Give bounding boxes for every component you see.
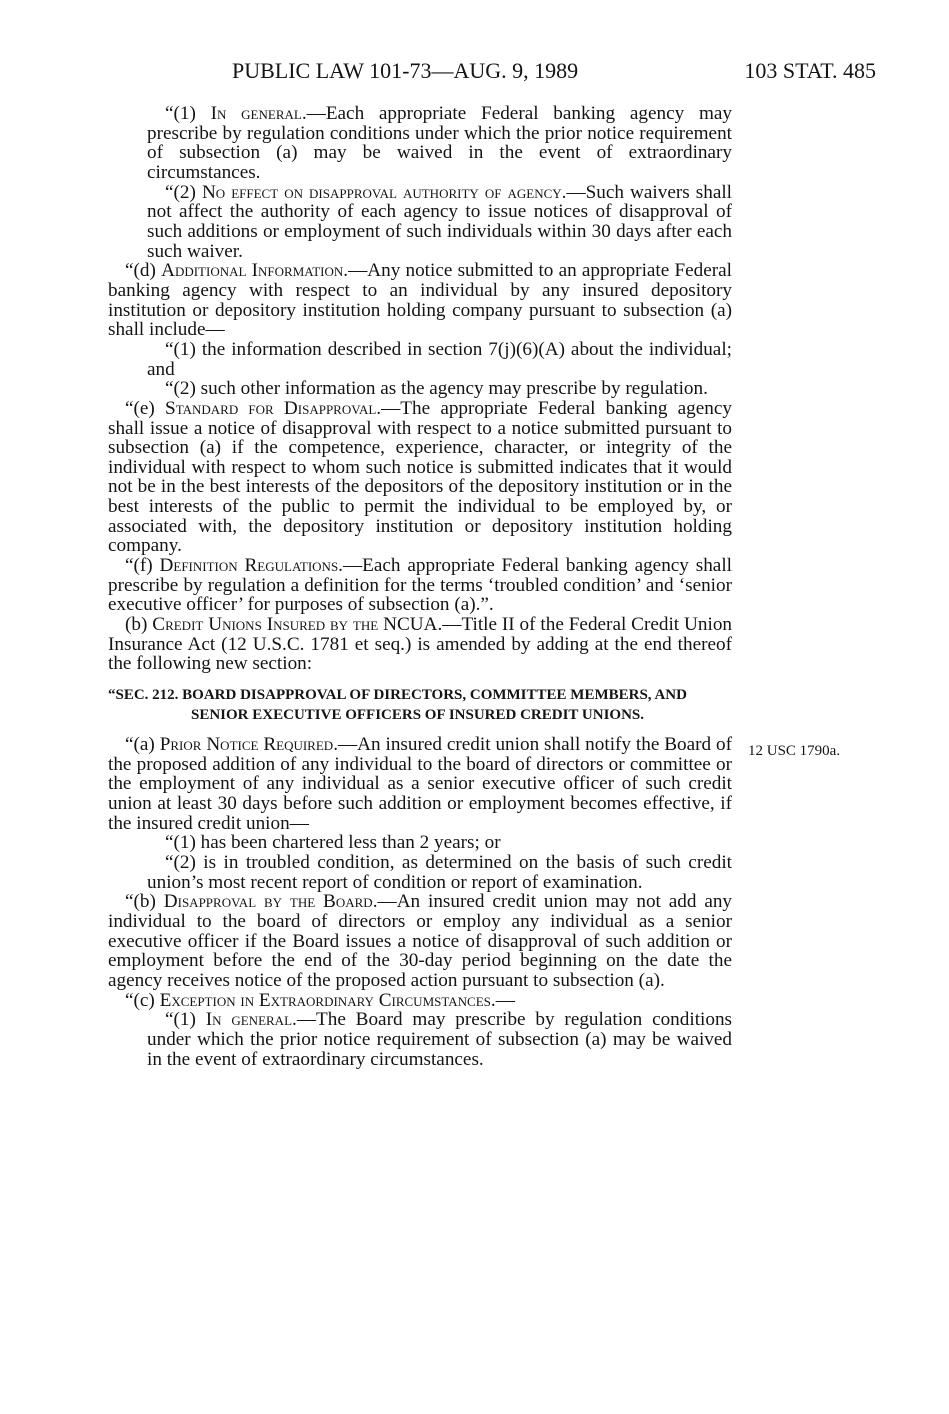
header-title: PUBLIC LAW 101-73—AUG. 9, 1989 [232, 58, 579, 83]
section-heading: “SEC. 212. BOARD DISAPPROVAL OF DIRECTORS, COMMITTEE MEMBERS, AND SENIOR EXECUTIVE OFFICERS OF INSURED CREDIT UNIONS. [108, 687, 687, 723]
paragraph: “(b) Disapproval by the Board.—An insured credit union may not add any individual to the board of directors or employ any individual as a senior executive officer if the Board issues a notice of disapproval of such addition or employment before the end of the 30-day period beginning on the date the agency receives notice of the proposed action pursuant to subsection (a). [108, 891, 733, 991]
paragraph: “(1) has been chartered less than 2 years; or [165, 832, 501, 854]
paragraph: “(2) No effect on disapproval authority of agency.—Such waivers shall not affect the authority of each agency to issue notices of disapproval of such additions or employment of such individuals within 30 days after each such waiver. [147, 181, 733, 262]
paragraph: “(d) Additional Information.—Any notice submitted to an appropriate Federal banking agency with respect to an individual by any insured depository institution or depository institution holding company pursuant to subsection (a) shall include— [108, 260, 732, 341]
paragraph: “(e) Standard for Disapproval.—The appropriate Federal banking agency shall issue a notice of disapproval with respect to a notice submitted pursuant to subsection (a) if the competence, experience, character, or integrity of the individual with respect to whom such notice is submitted indicates that it would not be in the best interests of the depositors of the depository institution or in the best interests of the public to permit the individual to be employed by, or associated with, the depository institution or depository institution holding company. [108, 397, 732, 557]
document-body [108, 104, 732, 1069]
paragraph: “(1) the information described in section 7(j)(6)(A) about the individual; and [147, 338, 732, 380]
running-header [108, 58, 876, 88]
header-stat-page: 103 STAT. 485 [744, 58, 876, 83]
paragraph: “(2) is in troubled condition, as determined on the basis of such credit union’s most recent report of condition or report of examination. [147, 851, 732, 893]
paragraph: “(c) Exception in Extraordinary Circumstances.— [125, 989, 515, 1011]
paragraph: “(1) In general.—The Board may prescribe by regulation conditions under which the prior notice requirement of subsection (a) may be waived in the event of extraordinary circumstances. [147, 1009, 733, 1070]
paragraph: “(a) Prior Notice Required.—An insured credit union shall notify the Board of the proposed addition of any individual to the board of directors or committee or the employment of any individual as a senior executive officer of such credit union at least 30 days before such addition or employment becomes effective, if the insured credit union— [108, 734, 732, 834]
paragraph: “(f) Definition Regulations.—Each appropriate Federal banking agency shall prescribe by regulation a definition for the terms ‘troubled condition’ and ‘senior executive officer’ for purposes of subsection (a).”. [108, 555, 732, 616]
paragraph: “(1) In general.—Each appropriate Federal banking agency may prescribe by regulation conditions under which the prior notice requirement of subsection (a) may be waived in the event of extraordinary circumstances. [147, 103, 732, 183]
margin-citation: 12 USC 1790a. [748, 743, 841, 759]
paragraph: (b) Credit Unions Insured by the NCUA.—Title II of the Federal Credit Union Insurance Act (12 U.S.C. 1781 et seq.) is amended by adding at the end thereof the following new section: [108, 614, 733, 675]
paragraph: “(2) such other information as the agency may prescribe by regulation. [165, 378, 708, 400]
